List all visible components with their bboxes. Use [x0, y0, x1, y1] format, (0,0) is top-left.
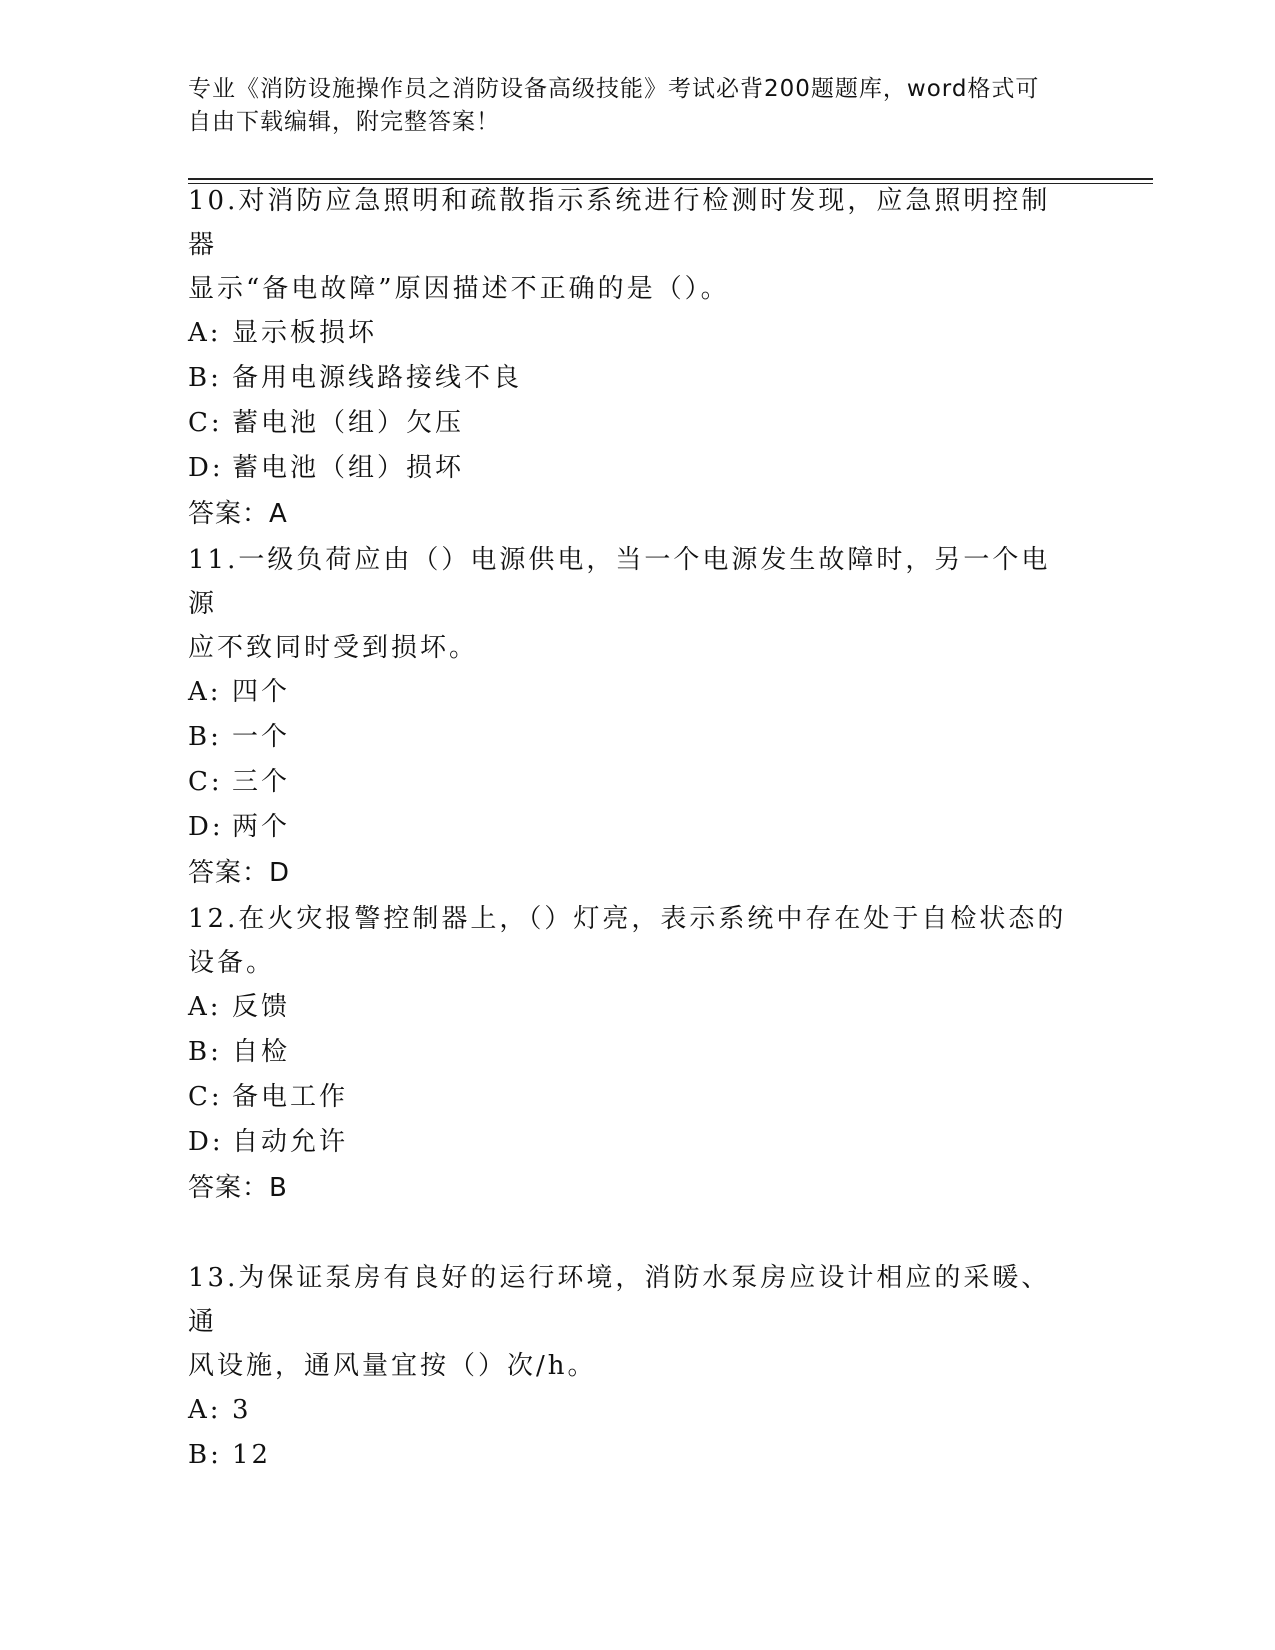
option-key: A: [188, 318, 222, 348]
header-line-2: 自由下载编辑，附完整答案！ [188, 109, 500, 135]
option-a [188, 670, 1068, 715]
question-stem-line-2: 风设施，通风量宜按（）次/h。 [188, 1351, 597, 1381]
option-key: D: [188, 1127, 224, 1157]
answer-label: 答案：A [188, 499, 288, 529]
option-b [188, 715, 1068, 760]
option-key: B: [188, 722, 222, 752]
option-key: C: [188, 1082, 223, 1112]
question-stem [188, 538, 1068, 670]
option-key: A: [188, 992, 222, 1022]
option-text: 显示板损坏 [232, 318, 378, 348]
option-key: C: [188, 767, 223, 797]
question-stem-line-1: 12.在火灾报警控制器上，（）灯亮，表示系统中存在处于自检状态的 [188, 904, 1067, 934]
option-text: 3 [232, 1395, 252, 1425]
question-stem-line-1: 13.为保证泵房有良好的运行环境，消防水泵房应设计相应的采暖、通 [188, 1263, 1051, 1337]
option-d [188, 805, 1068, 850]
option-text: 三个 [232, 767, 291, 797]
question-stem-line-2: 设备。 [188, 948, 276, 978]
question-stem [188, 1256, 1068, 1388]
option-b [188, 1433, 1068, 1478]
question-stem [188, 179, 1068, 311]
question-stem-line-1: 11.一级负荷应由（）电源供电，当一个电源发生故障时，另一个电源 [188, 545, 1051, 619]
header-line-1: 专业《消防设施操作员之消防设备高级技能》考试必背200题题库，word格式可 [188, 76, 1040, 102]
option-text: 反馈 [232, 992, 291, 1022]
option-a [188, 311, 1068, 356]
option-key: D: [188, 453, 224, 483]
answer-label: 答案：D [188, 858, 291, 888]
option-d [188, 446, 1068, 491]
option-c [188, 760, 1068, 805]
question-10 [188, 179, 1068, 537]
option-text: 一个 [232, 722, 291, 752]
option-text: 备电工作 [232, 1082, 349, 1112]
option-text: 蓄电池（组）损坏 [232, 453, 465, 483]
option-text: 四个 [232, 677, 291, 707]
option-text: 备用电源线路接线不良 [232, 363, 523, 393]
option-b [188, 356, 1068, 401]
option-text: 两个 [232, 812, 291, 842]
option-a [188, 985, 1068, 1030]
question-stem [188, 897, 1068, 985]
option-key: A: [188, 677, 222, 707]
question-11 [188, 538, 1068, 896]
option-b [188, 1030, 1068, 1075]
option-c [188, 1075, 1068, 1120]
question-stem-line-2: 显示“备电故障”原因描述不正确的是（）。 [188, 274, 730, 304]
document-header [188, 73, 1088, 139]
option-key: D: [188, 812, 224, 842]
option-a [188, 1388, 1068, 1433]
option-c [188, 401, 1068, 446]
option-key: A: [188, 1395, 222, 1425]
option-key: B: [188, 1037, 222, 1067]
question-12 [188, 897, 1068, 1211]
option-text: 自检 [232, 1037, 291, 1067]
question-stem-line-2: 应不致同时受到损坏。 [188, 633, 479, 663]
answer-label: 答案：B [188, 1173, 288, 1203]
option-text: 12 [232, 1440, 272, 1470]
option-text: 自动允许 [232, 1127, 349, 1157]
question-stem-line-1: 10.对消防应急照明和疏散指示系统进行检测时发现，应急照明控制器 [188, 186, 1051, 260]
option-key: B: [188, 363, 222, 393]
option-key: C: [188, 408, 223, 438]
option-key: B: [188, 1440, 222, 1470]
question-13 [188, 1256, 1068, 1478]
option-text: 蓄电池（组）欠压 [232, 408, 465, 438]
option-d [188, 1120, 1068, 1165]
